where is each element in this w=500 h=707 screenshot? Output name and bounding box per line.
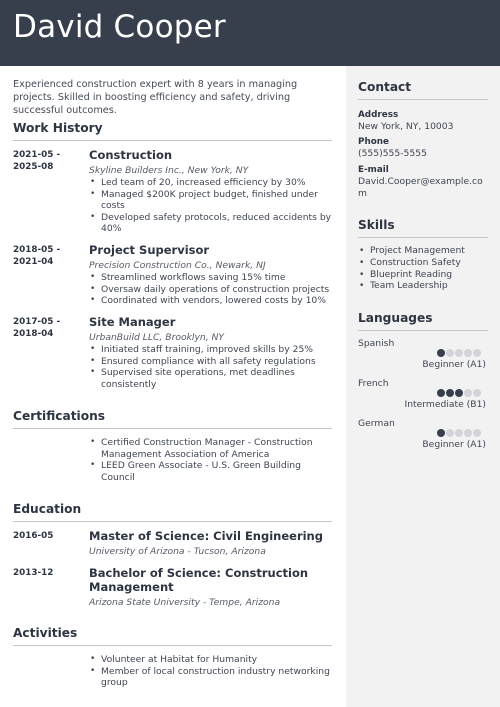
- skills-list: [358, 245, 493, 292]
- section-divider: [13, 645, 332, 646]
- rating-dot-empty: [473, 349, 481, 357]
- rating-dot-empty: [455, 429, 463, 437]
- section-divider: [13, 140, 332, 141]
- language-level: Beginner (A1): [422, 439, 486, 450]
- rating-dot-filled: [455, 389, 463, 397]
- rating-dot-empty: [464, 429, 472, 437]
- work-title: Project Supervisor: [89, 243, 210, 257]
- list-item: • Volunteer at Habitat for Humanity: [89, 654, 337, 666]
- work-bullets: [89, 272, 337, 307]
- summary: [13, 78, 333, 117]
- section-divider: [358, 330, 488, 331]
- section-divider: [358, 237, 488, 238]
- work-bullets: [89, 344, 337, 390]
- list-item: • Certified Construction Manager - Construction Management Association of America: [89, 437, 337, 460]
- rating-dot-empty: [473, 429, 481, 437]
- language-name: Spanish: [358, 338, 395, 349]
- work-company: Skyline Builders Inc., New York, NY: [89, 165, 249, 176]
- list-item: • Construction Safety: [358, 257, 493, 269]
- list-item: • Member of local construction industry networking group: [89, 666, 337, 689]
- cert-bullets: [89, 437, 337, 483]
- list-item: • Managed $200K project budget, finished under costs: [89, 189, 337, 212]
- list-item: • Supervised site operations, met deadlines consistently: [89, 367, 337, 390]
- education-degree: Master of Science: Civil Engineering: [89, 529, 323, 543]
- work-date: 2021-05 - 2025-08: [13, 150, 61, 172]
- header-banner: [0, 0, 500, 66]
- list-item: • LEED Green Associate - U.S. Green Building Council: [89, 460, 337, 483]
- rating-dot-filled: [437, 349, 445, 357]
- phone-label: Phone: [358, 137, 389, 147]
- rating-dot-empty: [464, 349, 472, 357]
- work-bullets: [89, 177, 337, 235]
- candidate-name: David Cooper: [13, 9, 226, 45]
- section-title-certifications: Certifications: [13, 409, 106, 423]
- work-company: UrbanBuild LLC, Brooklyn, NY: [89, 332, 225, 343]
- rating-dot-filled: [437, 429, 445, 437]
- section-title-skills: Skills: [358, 218, 395, 232]
- section-divider: [13, 521, 332, 522]
- work-title: Site Manager: [89, 315, 176, 329]
- language-level: Intermediate (B1): [404, 399, 486, 410]
- rating-dot-filled: [437, 389, 445, 397]
- rating-dot-empty: [473, 389, 481, 397]
- education-date: 2016-05: [13, 531, 54, 541]
- address-label: Address: [358, 110, 399, 120]
- rating-dot-empty: [446, 349, 454, 357]
- work-company: Precision Construction Co., Newark, NJ: [89, 260, 266, 271]
- language-rating: [437, 349, 481, 357]
- list-item: • Oversaw daily operations of construction projects: [89, 284, 337, 296]
- language-rating: [437, 429, 481, 437]
- summary-text: Experienced construction expert with 8 years in managing projects. Skilled in boosting efficiency and safety, driving successful outcomes.: [13, 79, 298, 116]
- activity-bullets: [89, 654, 337, 689]
- address-value: New York, NY, 10003: [358, 121, 454, 132]
- work-title: Construction: [89, 148, 173, 162]
- rating-dot-empty: [446, 429, 454, 437]
- list-item: • Team Leadership: [358, 280, 493, 292]
- email-label: E-mail: [358, 165, 389, 175]
- list-item: • Ensured compliance with all safety regulations: [89, 356, 337, 368]
- rating-dot-filled: [446, 389, 454, 397]
- work-date: 2018-05 - 2021-04: [13, 245, 61, 267]
- section-title-activities: Activities: [13, 626, 78, 640]
- list-item: • Led team of 20, increased efficiency by 30%: [89, 177, 337, 189]
- section-title-education: Education: [13, 502, 82, 516]
- work-date: 2017-05 - 2018-04: [13, 317, 61, 339]
- section-divider: [13, 428, 332, 429]
- phone-value: (555)555-5555: [358, 148, 427, 159]
- language-rating: [437, 389, 481, 397]
- language-level: Beginner (A1): [422, 359, 486, 370]
- rating-dot-empty: [455, 349, 463, 357]
- education-school: University of Arizona - Tucson, Arizona: [89, 546, 266, 557]
- list-item: • Project Management: [358, 245, 493, 257]
- section-title-work: Work History: [13, 121, 103, 135]
- section-title-languages: Languages: [358, 311, 433, 325]
- language-name: French: [358, 378, 389, 389]
- list-item: • Blueprint Reading: [358, 269, 493, 281]
- list-item: • Developed safety protocols, reduced accidents by 40%: [89, 212, 337, 235]
- section-divider: [358, 99, 488, 100]
- education-date: 2013-12: [13, 568, 54, 578]
- language-name: German: [358, 418, 395, 429]
- education-degree: Bachelor of Science: Construction Management: [89, 566, 309, 594]
- section-title-contact: Contact: [358, 80, 412, 94]
- email-value[interactable]: David.Cooper@example.com: [358, 176, 483, 199]
- rating-dot-empty: [464, 389, 472, 397]
- education-school: Arizona State University - Tempe, Arizona: [89, 597, 281, 608]
- list-item: • Initiated staff training, improved skills by 25%: [89, 344, 337, 356]
- list-item: • Coordinated with vendors, lowered costs by 10%: [89, 295, 337, 307]
- list-item: • Streamlined workflows saving 15% time: [89, 272, 337, 284]
